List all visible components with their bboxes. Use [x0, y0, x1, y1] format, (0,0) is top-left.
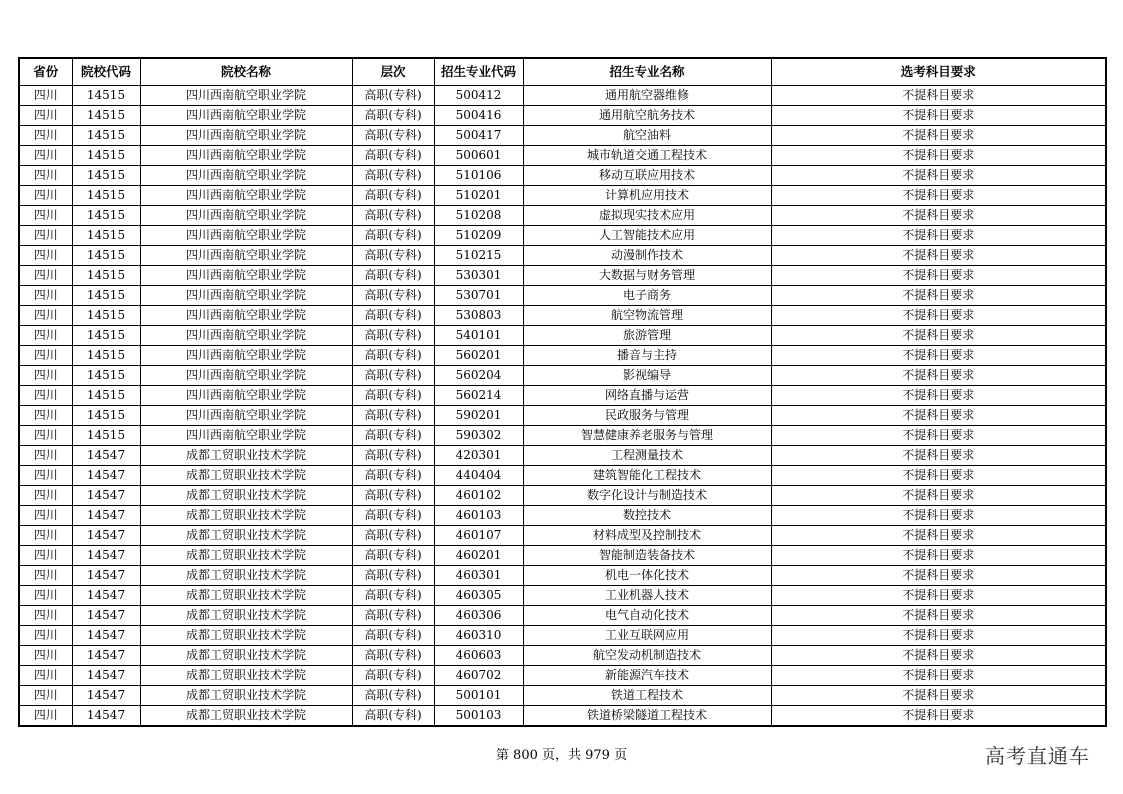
cell-province: 四川: [19, 546, 72, 566]
cell-subject-requirement: 不提科目要求: [771, 406, 1106, 426]
cell-major-code: 460702: [434, 666, 523, 686]
cell-subject-requirement: 不提科目要求: [771, 266, 1106, 286]
header-major-name: 招生专业名称: [523, 58, 771, 86]
table-row: [19, 186, 1106, 206]
table-row: [19, 326, 1106, 346]
cell-level: 高职(专科): [352, 606, 434, 626]
cell-school-name: 成都工贸职业技术学院: [140, 586, 352, 606]
cell-level: 高职(专科): [352, 426, 434, 446]
cell-school-code: 14547: [72, 606, 140, 626]
cell-major-code: 460102: [434, 486, 523, 506]
cell-school-name: 成都工贸职业技术学院: [140, 566, 352, 586]
table-row: [19, 306, 1106, 326]
cell-level: 高职(专科): [352, 486, 434, 506]
cell-school-name: 成都工贸职业技术学院: [140, 646, 352, 666]
cell-major-name: 计算机应用技术: [523, 186, 771, 206]
cell-school-code: 14547: [72, 446, 140, 466]
cell-school-name: 四川西南航空职业学院: [140, 226, 352, 246]
cell-major-name: 播音与主持: [523, 346, 771, 366]
cell-school-code: 14515: [72, 206, 140, 226]
cell-major-code: 500412: [434, 86, 523, 106]
cell-level: 高职(专科): [352, 346, 434, 366]
table-row: [19, 406, 1106, 426]
cell-level: 高职(专科): [352, 126, 434, 146]
cell-major-name: 建筑智能化工程技术: [523, 466, 771, 486]
cell-province: 四川: [19, 486, 72, 506]
cell-school-name: 四川西南航空职业学院: [140, 106, 352, 126]
cell-school-code: 14515: [72, 386, 140, 406]
cell-level: 高职(专科): [352, 526, 434, 546]
cell-school-code: 14547: [72, 486, 140, 506]
cell-subject-requirement: 不提科目要求: [771, 646, 1106, 666]
cell-school-code: 14515: [72, 306, 140, 326]
cell-province: 四川: [19, 566, 72, 586]
cell-major-name: 人工智能技术应用: [523, 226, 771, 246]
cell-level: 高职(专科): [352, 506, 434, 526]
cell-school-code: 14515: [72, 86, 140, 106]
cell-major-code: 590201: [434, 406, 523, 426]
cell-level: 高职(专科): [352, 646, 434, 666]
cell-subject-requirement: 不提科目要求: [771, 306, 1106, 326]
cell-school-code: 14547: [72, 646, 140, 666]
cell-level: 高职(专科): [352, 626, 434, 646]
cell-province: 四川: [19, 266, 72, 286]
cell-major-code: 460603: [434, 646, 523, 666]
cell-major-name: 虚拟现实技术应用: [523, 206, 771, 226]
cell-school-code: 14515: [72, 326, 140, 346]
table-row: [19, 386, 1106, 406]
cell-major-name: 城市轨道交通工程技术: [523, 146, 771, 166]
cell-major-code: 510201: [434, 186, 523, 206]
cell-province: 四川: [19, 526, 72, 546]
cell-major-name: 工程测量技术: [523, 446, 771, 466]
cell-subject-requirement: 不提科目要求: [771, 86, 1106, 106]
cell-major-name: 民政服务与管理: [523, 406, 771, 426]
cell-major-code: 540101: [434, 326, 523, 346]
cell-major-name: 电气自动化技术: [523, 606, 771, 626]
cell-major-code: 530803: [434, 306, 523, 326]
cell-subject-requirement: 不提科目要求: [771, 226, 1106, 246]
table-row: [19, 366, 1106, 386]
cell-level: 高职(专科): [352, 246, 434, 266]
cell-school-code: 14547: [72, 686, 140, 706]
cell-subject-requirement: 不提科目要求: [771, 566, 1106, 586]
cell-level: 高职(专科): [352, 386, 434, 406]
cell-major-code: 500416: [434, 106, 523, 126]
cell-subject-requirement: 不提科目要求: [771, 466, 1106, 486]
cell-school-name: 四川西南航空职业学院: [140, 406, 352, 426]
cell-major-code: 510106: [434, 166, 523, 186]
cell-school-code: 14547: [72, 526, 140, 546]
cell-school-name: 四川西南航空职业学院: [140, 366, 352, 386]
cell-school-code: 14547: [72, 546, 140, 566]
cell-major-name: 网络直播与运营: [523, 386, 771, 406]
cell-school-code: 14547: [72, 586, 140, 606]
cell-level: 高职(专科): [352, 206, 434, 226]
watermark-text: 高考直通车: [985, 744, 1090, 768]
cell-major-name: 航空油料: [523, 126, 771, 146]
table-row: [19, 286, 1106, 306]
cell-major-name: 数字化设计与制造技术: [523, 486, 771, 506]
cell-province: 四川: [19, 506, 72, 526]
header-subject-requirement: 选考科目要求: [771, 58, 1106, 86]
cell-level: 高职(专科): [352, 706, 434, 727]
cell-level: 高职(专科): [352, 286, 434, 306]
cell-school-name: 四川西南航空职业学院: [140, 306, 352, 326]
cell-level: 高职(专科): [352, 106, 434, 126]
cell-subject-requirement: 不提科目要求: [771, 346, 1106, 366]
cell-subject-requirement: 不提科目要求: [771, 246, 1106, 266]
cell-major-code: 460310: [434, 626, 523, 646]
cell-level: 高职(专科): [352, 146, 434, 166]
cell-school-name: 成都工贸职业技术学院: [140, 666, 352, 686]
cell-province: 四川: [19, 86, 72, 106]
cell-major-name: 材料成型及控制技术: [523, 526, 771, 546]
cell-school-code: 14547: [72, 626, 140, 646]
cell-school-code: 14515: [72, 106, 140, 126]
cell-school-name: 成都工贸职业技术学院: [140, 546, 352, 566]
cell-subject-requirement: 不提科目要求: [771, 446, 1106, 466]
cell-school-name: 成都工贸职业技术学院: [140, 706, 352, 727]
cell-level: 高职(专科): [352, 566, 434, 586]
table-row: [19, 166, 1106, 186]
cell-subject-requirement: 不提科目要求: [771, 366, 1106, 386]
cell-school-name: 成都工贸职业技术学院: [140, 686, 352, 706]
cell-major-name: 通用航空航务技术: [523, 106, 771, 126]
header-major-code: 招生专业代码: [434, 58, 523, 86]
cell-major-name: 铁道工程技术: [523, 686, 771, 706]
table-row: [19, 706, 1106, 727]
cell-province: 四川: [19, 366, 72, 386]
table-row: [19, 486, 1106, 506]
cell-level: 高职(专科): [352, 686, 434, 706]
table-header-row: [19, 58, 1106, 86]
cell-school-code: 14515: [72, 346, 140, 366]
cell-school-name: 成都工贸职业技术学院: [140, 606, 352, 626]
cell-province: 四川: [19, 706, 72, 727]
table-row: [19, 346, 1106, 366]
cell-school-name: 成都工贸职业技术学院: [140, 446, 352, 466]
cell-subject-requirement: 不提科目要求: [771, 606, 1106, 626]
table-row: [19, 146, 1106, 166]
cell-major-name: 工业互联网应用: [523, 626, 771, 646]
cell-major-name: 大数据与财务管理: [523, 266, 771, 286]
cell-level: 高职(专科): [352, 666, 434, 686]
cell-school-code: 14547: [72, 566, 140, 586]
cell-major-name: 数控技术: [523, 506, 771, 526]
cell-level: 高职(专科): [352, 366, 434, 386]
cell-province: 四川: [19, 246, 72, 266]
cell-major-name: 铁道桥梁隧道工程技术: [523, 706, 771, 727]
cell-major-name: 机电一体化技术: [523, 566, 771, 586]
cell-major-name: 影视编导: [523, 366, 771, 386]
admission-table: [18, 57, 1107, 727]
cell-subject-requirement: 不提科目要求: [771, 666, 1106, 686]
cell-major-code: 460301: [434, 566, 523, 586]
cell-province: 四川: [19, 346, 72, 366]
cell-province: 四川: [19, 466, 72, 486]
cell-level: 高职(专科): [352, 326, 434, 346]
cell-province: 四川: [19, 406, 72, 426]
cell-school-code: 14515: [72, 246, 140, 266]
cell-subject-requirement: 不提科目要求: [771, 506, 1106, 526]
cell-school-name: 四川西南航空职业学院: [140, 346, 352, 366]
cell-subject-requirement: 不提科目要求: [771, 206, 1106, 226]
cell-subject-requirement: 不提科目要求: [771, 546, 1106, 566]
cell-subject-requirement: 不提科目要求: [771, 706, 1106, 727]
cell-major-code: 460107: [434, 526, 523, 546]
cell-major-name: 旅游管理: [523, 326, 771, 346]
cell-school-code: 14515: [72, 286, 140, 306]
cell-province: 四川: [19, 446, 72, 466]
table-row: [19, 266, 1106, 286]
header-level: 层次: [352, 58, 434, 86]
header-school-name: 院校名称: [140, 58, 352, 86]
page-number: 第 800 页，共 979 页: [495, 748, 628, 763]
cell-school-name: 成都工贸职业技术学院: [140, 466, 352, 486]
cell-province: 四川: [19, 626, 72, 646]
cell-level: 高职(专科): [352, 166, 434, 186]
cell-major-code: 460201: [434, 546, 523, 566]
cell-major-name: 新能源汽车技术: [523, 666, 771, 686]
cell-subject-requirement: 不提科目要求: [771, 486, 1106, 506]
cell-province: 四川: [19, 606, 72, 626]
cell-subject-requirement: 不提科目要求: [771, 586, 1106, 606]
cell-major-code: 460305: [434, 586, 523, 606]
table-row: [19, 566, 1106, 586]
table-row: [19, 686, 1106, 706]
cell-school-code: 14515: [72, 406, 140, 426]
cell-school-code: 14515: [72, 426, 140, 446]
cell-school-name: 四川西南航空职业学院: [140, 166, 352, 186]
cell-major-name: 工业机器人技术: [523, 586, 771, 606]
cell-province: 四川: [19, 106, 72, 126]
cell-school-code: 14547: [72, 666, 140, 686]
cell-province: 四川: [19, 386, 72, 406]
cell-province: 四川: [19, 666, 72, 686]
table-row: [19, 446, 1106, 466]
table-row: [19, 586, 1106, 606]
table-row: [19, 526, 1106, 546]
admission-table-container: [18, 57, 1105, 727]
cell-province: 四川: [19, 126, 72, 146]
cell-major-code: 510208: [434, 206, 523, 226]
header-school-code: 院校代码: [72, 58, 140, 86]
cell-major-code: 560204: [434, 366, 523, 386]
cell-level: 高职(专科): [352, 466, 434, 486]
cell-major-name: 电子商务: [523, 286, 771, 306]
table-row: [19, 106, 1106, 126]
cell-school-name: 成都工贸职业技术学院: [140, 626, 352, 646]
cell-province: 四川: [19, 146, 72, 166]
cell-subject-requirement: 不提科目要求: [771, 186, 1106, 206]
header-province: 省份: [19, 58, 72, 86]
cell-province: 四川: [19, 426, 72, 446]
table-row: [19, 86, 1106, 106]
cell-province: 四川: [19, 206, 72, 226]
cell-major-code: 500101: [434, 686, 523, 706]
cell-subject-requirement: 不提科目要求: [771, 166, 1106, 186]
table-row: [19, 466, 1106, 486]
cell-school-name: 成都工贸职业技术学院: [140, 486, 352, 506]
cell-subject-requirement: 不提科目要求: [771, 146, 1106, 166]
cell-school-name: 成都工贸职业技术学院: [140, 526, 352, 546]
cell-major-code: 530301: [434, 266, 523, 286]
cell-subject-requirement: 不提科目要求: [771, 326, 1106, 346]
cell-province: 四川: [19, 646, 72, 666]
cell-province: 四川: [19, 306, 72, 326]
cell-major-code: 530701: [434, 286, 523, 306]
cell-school-code: 14515: [72, 166, 140, 186]
cell-school-code: 14515: [72, 266, 140, 286]
table-body: [19, 86, 1106, 727]
table-row: [19, 226, 1106, 246]
cell-major-name: 航空发动机制造技术: [523, 646, 771, 666]
cell-school-code: 14547: [72, 466, 140, 486]
cell-level: 高职(专科): [352, 406, 434, 426]
cell-subject-requirement: 不提科目要求: [771, 686, 1106, 706]
cell-province: 四川: [19, 186, 72, 206]
cell-major-code: 500103: [434, 706, 523, 727]
cell-major-code: 500417: [434, 126, 523, 146]
cell-school-name: 四川西南航空职业学院: [140, 126, 352, 146]
cell-major-name: 移动互联应用技术: [523, 166, 771, 186]
cell-major-code: 510215: [434, 246, 523, 266]
cell-school-code: 14515: [72, 226, 140, 246]
cell-province: 四川: [19, 326, 72, 346]
cell-school-name: 四川西南航空职业学院: [140, 146, 352, 166]
cell-school-name: 四川西南航空职业学院: [140, 426, 352, 446]
table-row: [19, 206, 1106, 226]
cell-school-name: 成都工贸职业技术学院: [140, 506, 352, 526]
cell-level: 高职(专科): [352, 86, 434, 106]
cell-subject-requirement: 不提科目要求: [771, 526, 1106, 546]
cell-level: 高职(专科): [352, 226, 434, 246]
cell-major-name: 智能制造装备技术: [523, 546, 771, 566]
cell-major-code: 560201: [434, 346, 523, 366]
cell-level: 高职(专科): [352, 266, 434, 286]
cell-school-code: 14515: [72, 146, 140, 166]
cell-major-code: 420301: [434, 446, 523, 466]
cell-subject-requirement: 不提科目要求: [771, 626, 1106, 646]
cell-school-code: 14515: [72, 126, 140, 146]
cell-school-code: 14547: [72, 706, 140, 727]
cell-province: 四川: [19, 166, 72, 186]
cell-school-name: 四川西南航空职业学院: [140, 86, 352, 106]
cell-major-code: 500601: [434, 146, 523, 166]
cell-level: 高职(专科): [352, 186, 434, 206]
table-row: [19, 126, 1106, 146]
table-row: [19, 606, 1106, 626]
cell-school-name: 四川西南航空职业学院: [140, 266, 352, 286]
cell-major-code: 460306: [434, 606, 523, 626]
cell-subject-requirement: 不提科目要求: [771, 386, 1106, 406]
cell-subject-requirement: 不提科目要求: [771, 126, 1106, 146]
cell-subject-requirement: 不提科目要求: [771, 426, 1106, 446]
cell-school-code: 14547: [72, 506, 140, 526]
cell-school-name: 四川西南航空职业学院: [140, 326, 352, 346]
cell-level: 高职(专科): [352, 586, 434, 606]
table-row: [19, 666, 1106, 686]
cell-province: 四川: [19, 286, 72, 306]
cell-school-name: 四川西南航空职业学院: [140, 286, 352, 306]
cell-subject-requirement: 不提科目要求: [771, 106, 1106, 126]
table-row: [19, 626, 1106, 646]
cell-school-name: 四川西南航空职业学院: [140, 246, 352, 266]
cell-province: 四川: [19, 686, 72, 706]
table-row: [19, 506, 1106, 526]
cell-province: 四川: [19, 586, 72, 606]
cell-major-code: 560214: [434, 386, 523, 406]
cell-major-name: 智慧健康养老服务与管理: [523, 426, 771, 446]
table-row: [19, 646, 1106, 666]
cell-major-code: 460103: [434, 506, 523, 526]
table-row: [19, 426, 1106, 446]
cell-major-code: 510209: [434, 226, 523, 246]
cell-major-name: 通用航空器维修: [523, 86, 771, 106]
cell-level: 高职(专科): [352, 306, 434, 326]
cell-major-code: 590302: [434, 426, 523, 446]
cell-major-name: 航空物流管理: [523, 306, 771, 326]
cell-school-name: 四川西南航空职业学院: [140, 186, 352, 206]
cell-school-name: 四川西南航空职业学院: [140, 206, 352, 226]
cell-major-name: 动漫制作技术: [523, 246, 771, 266]
cell-level: 高职(专科): [352, 546, 434, 566]
table-row: [19, 246, 1106, 266]
cell-level: 高职(专科): [352, 446, 434, 466]
cell-school-code: 14515: [72, 186, 140, 206]
cell-province: 四川: [19, 226, 72, 246]
cell-subject-requirement: 不提科目要求: [771, 286, 1106, 306]
cell-school-name: 四川西南航空职业学院: [140, 386, 352, 406]
cell-school-code: 14515: [72, 366, 140, 386]
table-row: [19, 546, 1106, 566]
cell-major-code: 440404: [434, 466, 523, 486]
